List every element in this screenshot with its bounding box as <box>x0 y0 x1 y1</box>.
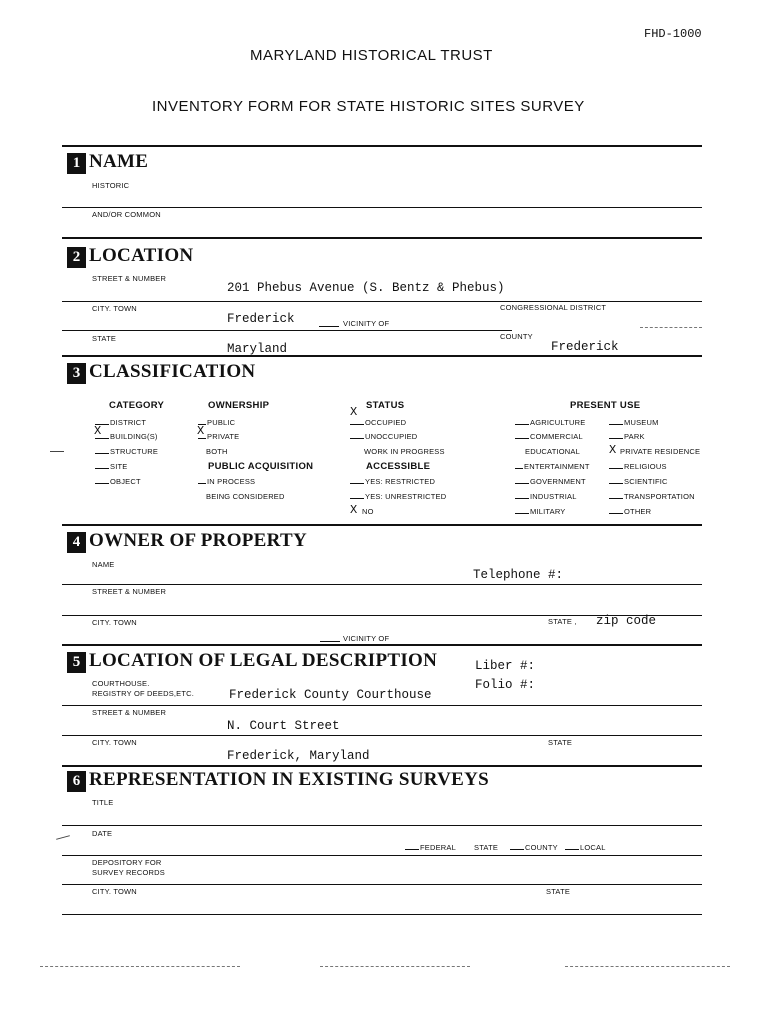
owner-city-label: CITY. TOWN <box>92 618 137 627</box>
checkbox-federal[interactable]: FEDERAL <box>405 843 456 852</box>
checkbox-government[interactable]: GOVERNMENT <box>515 477 586 486</box>
section-number: 1 <box>67 153 86 174</box>
survey-date-label: DATE <box>92 829 113 838</box>
checkbox-other[interactable]: OTHER <box>609 507 651 516</box>
field-line <box>62 855 702 856</box>
org-title: MARYLAND HISTORICAL TRUST <box>250 47 493 64</box>
folio[interactable]: Folio #: <box>475 678 536 692</box>
checkbox-county[interactable]: COUNTY <box>510 843 558 852</box>
checkbox-state[interactable]: STATE <box>474 843 499 852</box>
section-number: 3 <box>67 363 86 384</box>
scan-artifact <box>320 966 470 967</box>
checkbox-commercial[interactable]: COMMERCIAL <box>515 432 583 441</box>
checkbox-yes-restricted[interactable]: YES: RESTRICTED <box>350 477 435 486</box>
checkbox-museum[interactable]: MUSEUM <box>609 418 659 427</box>
checkbox-industrial[interactable]: INDUSTRIAL <box>515 492 577 501</box>
section-1-heading <box>67 151 148 174</box>
checkbox-no[interactable]: NO <box>362 507 374 516</box>
section-divider <box>62 524 702 526</box>
checkbox-district[interactable]: DISTRICT <box>95 418 146 427</box>
checkbox-unoccupied[interactable]: UNOCCUPIED <box>350 432 417 441</box>
checkbox-transportation[interactable]: TRANSPORTATION <box>609 492 695 501</box>
scan-artifact <box>40 966 240 967</box>
city-label: CITY. TOWN <box>92 304 137 313</box>
registry-label: REGISTRY OF DEEDS,ETC. <box>92 689 195 698</box>
county-value[interactable]: Frederick <box>551 340 619 354</box>
legal-street-value[interactable]: N. Court Street <box>227 719 340 733</box>
section-divider <box>62 644 702 646</box>
form-title: INVENTORY FORM FOR STATE HISTORIC SITES SURVEY <box>152 98 585 115</box>
state-label: STATE <box>92 334 117 343</box>
form-id: FHD-1000 <box>644 27 702 41</box>
vicinity-label: VICINITY OF <box>343 319 390 328</box>
accessible-heading: ACCESSIBLE <box>366 461 431 472</box>
section-title: CLASSIFICATION <box>89 361 256 382</box>
owner-name-label: NAME <box>92 560 115 569</box>
field-line <box>62 825 702 826</box>
survey-records-label: SURVEY RECORDS <box>92 868 165 877</box>
owner-state-label: STATE , <box>548 617 577 626</box>
section-title: REPRESENTATION IN EXISTING SURVEYS <box>89 769 490 790</box>
common-label: AND/OR COMMON <box>92 210 161 219</box>
section-4-heading <box>67 530 307 553</box>
status-heading: STATUS <box>366 400 405 411</box>
checkbox-public[interactable]: PUBLIC <box>198 418 235 427</box>
section-divider <box>62 765 702 767</box>
zip-code[interactable]: zip code <box>596 614 657 628</box>
legal-street-label: STREET & NUMBER <box>92 708 167 717</box>
check-mark: X <box>94 424 102 438</box>
section-divider <box>62 237 702 239</box>
check-mark: X <box>350 405 358 419</box>
checkbox-park[interactable]: PARK <box>609 432 645 441</box>
field-line <box>62 584 702 585</box>
section-2-heading <box>67 245 193 268</box>
depository-label: DEPOSITORY FOR <box>92 858 162 867</box>
checkbox-local[interactable]: LOCAL <box>565 843 606 852</box>
checkbox-yes-unrestricted[interactable]: YES: UNRESTRICTED <box>350 492 446 501</box>
liber[interactable]: Liber #: <box>475 659 536 673</box>
section-title: LOCATION OF LEGAL DESCRIPTION <box>89 650 438 671</box>
district-field-line[interactable] <box>640 327 702 328</box>
scan-artifact <box>50 451 64 452</box>
checkbox-both[interactable]: BOTH <box>206 447 228 456</box>
state-value[interactable]: Maryland <box>227 342 288 356</box>
street-label: STREET & NUMBER <box>92 274 167 283</box>
section-number: 2 <box>67 247 86 268</box>
field-line <box>62 705 702 706</box>
checkbox-private[interactable]: PRIVATE <box>198 432 239 441</box>
section-divider <box>62 145 702 147</box>
scan-artifact <box>565 966 730 967</box>
present-use-heading: PRESENT USE <box>570 400 641 411</box>
section-title: NAME <box>89 151 149 172</box>
checkbox-religious[interactable]: RELIGIOUS <box>609 462 667 471</box>
checkbox-site[interactable]: SITE <box>95 462 127 471</box>
field-line <box>62 884 702 885</box>
checkbox-occupied[interactable]: OCCUPIED <box>350 418 406 427</box>
legal-city-value[interactable]: Frederick, Maryland <box>227 749 370 763</box>
checkbox-structure[interactable]: STRUCTURE <box>95 447 158 456</box>
city-value[interactable]: Frederick <box>227 312 295 326</box>
checkbox-scientific[interactable]: SCIENTIFIC <box>609 477 668 486</box>
historic-label: HISTORIC <box>92 181 130 190</box>
section-title: LOCATION <box>89 245 194 266</box>
survey-title-label: TITLE <box>92 798 114 807</box>
owner-street-label: STREET & NUMBER <box>92 587 167 596</box>
district-label: CONGRESSIONAL DISTRICT <box>500 303 607 312</box>
field-line <box>62 330 512 331</box>
section-3-heading <box>67 361 255 384</box>
section-number: 6 <box>67 771 86 792</box>
field-line <box>62 914 702 915</box>
legal-city-label: CITY. TOWN <box>92 738 137 747</box>
section-number: 5 <box>67 652 86 673</box>
section-title: OWNER OF PROPERTY <box>89 530 308 551</box>
vicinity-blank[interactable] <box>320 641 340 642</box>
checkbox-agriculture[interactable]: AGRICULTURE <box>515 418 585 427</box>
field-line <box>62 735 702 736</box>
county-label: COUNTY <box>500 332 533 341</box>
checkbox-military[interactable]: MILITARY <box>515 507 566 516</box>
category-heading: CATEGORY <box>109 400 165 411</box>
courthouse-value[interactable]: Frederick County Courthouse <box>229 688 432 702</box>
checkbox-private-residence[interactable]: PRIVATE RESIDENCE <box>620 447 701 456</box>
check-mark: X <box>609 443 617 457</box>
owner-vicinity-label: VICINITY OF <box>343 634 390 643</box>
field-line <box>62 301 702 302</box>
survey-city-label: CITY. TOWN <box>92 887 137 896</box>
historic-field-line[interactable] <box>62 207 702 208</box>
checkbox-in-process[interactable]: IN PROCESS <box>198 477 255 486</box>
ownership-heading: OWNERSHIP <box>208 400 270 411</box>
checkbox-educational[interactable]: EDUCATIONAL <box>525 447 580 456</box>
section-number: 4 <box>67 532 86 553</box>
check-mark: X <box>197 424 205 438</box>
section-6-heading <box>67 769 489 792</box>
checkbox-buildings[interactable]: BUILDING(S) <box>95 432 158 441</box>
vicinity-blank[interactable] <box>319 326 339 327</box>
check-mark: X <box>350 503 358 517</box>
street-value[interactable]: 201 Phebus Avenue (S. Bentz & Phebus) <box>227 281 505 295</box>
checkbox-being-considered[interactable]: BEING CONSIDERED <box>206 492 285 501</box>
legal-state-label: STATE <box>548 738 573 747</box>
telephone[interactable]: Telephone #: <box>473 568 564 582</box>
checkbox-work-in-progress[interactable]: WORK IN PROGRESS <box>364 447 445 456</box>
section-5-heading <box>67 650 437 673</box>
survey-state-label: STATE <box>546 887 571 896</box>
checkbox-object[interactable]: OBJECT <box>95 477 141 486</box>
acquisition-heading: PUBLIC ACQUISITION <box>208 461 314 472</box>
section-divider <box>62 355 702 357</box>
checkbox-entertainment[interactable]: ENTERTAINMENT <box>515 462 590 471</box>
courthouse-label: COURTHOUSE. <box>92 679 150 688</box>
scan-artifact <box>56 835 70 840</box>
